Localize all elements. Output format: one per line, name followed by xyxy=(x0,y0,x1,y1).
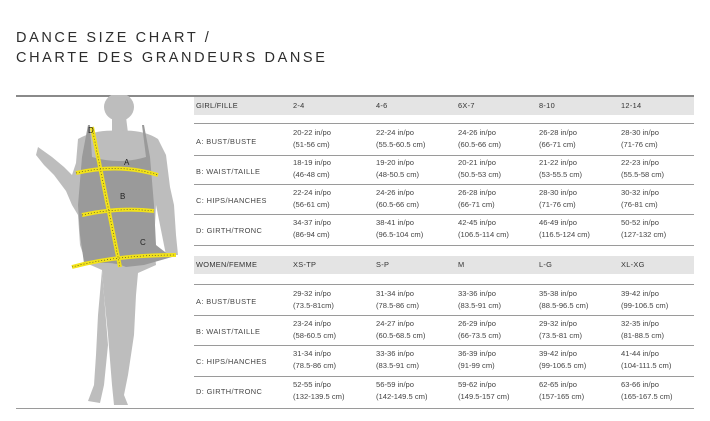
size-header: 2-4 xyxy=(293,101,305,110)
table-cell: 39-42 in/po (99-106.5 cm) xyxy=(621,289,669,310)
girls-header-label: GIRL/FILLE xyxy=(196,101,239,110)
row-divider xyxy=(194,376,694,377)
row-label-hips: C: HIPS/HANCHES xyxy=(196,357,267,366)
row-label-waist: B: WAIST/TAILLE xyxy=(196,327,261,336)
label-c: C xyxy=(140,238,146,247)
table-cell: 29-32 in/po (73.5-81 cm) xyxy=(539,319,583,340)
row-divider xyxy=(194,284,694,285)
table-cell: 29-32 in/po (73.5-81cm) xyxy=(293,289,334,310)
table-cell: 22-23 in/po (55.5-58 cm) xyxy=(621,158,665,179)
table-cell: 52-55 in/po (132-139.5 cm) xyxy=(293,380,345,401)
row-label-girth: D: GIRTH/TRONC xyxy=(196,226,263,235)
size-header: XS-TP xyxy=(293,260,317,269)
row-label-bust: A: BUST/BUSTE xyxy=(196,137,257,146)
table-cell: 63-66 in/po (165-167.5 cm) xyxy=(621,380,673,401)
label-d: D xyxy=(88,126,94,135)
girls-size-table xyxy=(194,95,694,245)
row-label-waist: B: WAIST/TAILLE xyxy=(196,167,261,176)
row-label-hips: C: HIPS/HANCHES xyxy=(196,196,267,205)
table-cell: 39-42 in/po (99-106.5 cm) xyxy=(539,349,587,370)
table-cell: 33-36 in/po (83.5-91 cm) xyxy=(376,349,420,370)
table-cell: 30-32 in/po (76-81 cm) xyxy=(621,188,659,209)
table-cell: 38-41 in/po (96.5-104 cm) xyxy=(376,218,424,239)
row-divider xyxy=(194,245,694,246)
size-header: 4-6 xyxy=(376,101,388,110)
table-cell: 26-28 in/po (66-71 cm) xyxy=(458,188,496,209)
chart-title-french: CHARTE DES GRANDEURS DANSE xyxy=(16,50,328,66)
size-header: XL-XG xyxy=(621,260,645,269)
table-cell: 26-28 in/po (66-71 cm) xyxy=(539,128,577,149)
table-cell: 32-35 in/po (81-88.5 cm) xyxy=(621,319,665,340)
row-divider xyxy=(194,315,694,316)
size-header: M xyxy=(458,260,465,269)
women-header-row xyxy=(194,256,694,274)
women-size-table xyxy=(194,256,694,408)
row-divider xyxy=(194,123,694,124)
table-cell: 50-52 in/po (127-132 cm) xyxy=(621,218,667,239)
table-cell: 35-38 in/po (88.5-96.5 cm) xyxy=(539,289,589,310)
table-cell: 26-29 in/po (66-73.5 cm) xyxy=(458,319,502,340)
row-divider xyxy=(194,184,694,185)
table-cell: 31-34 in/po (78.5-86 cm) xyxy=(376,289,420,310)
table-cell: 46-49 in/po (116.5-124 cm) xyxy=(539,218,590,239)
table-cell: 22-24 in/po (56-61 cm) xyxy=(293,188,331,209)
table-cell: 33-36 in/po (83.5-91 cm) xyxy=(458,289,502,310)
size-header: 8-10 xyxy=(539,101,555,110)
row-label-bust: A: BUST/BUSTE xyxy=(196,297,257,306)
size-header: S-P xyxy=(376,260,390,269)
table-cell: 23-24 in/po (58-60.5 cm) xyxy=(293,319,337,340)
girls-header-row xyxy=(194,97,694,115)
size-header: 6X-7 xyxy=(458,101,475,110)
body-measurement-figure xyxy=(16,95,190,408)
table-cell: 59-62 in/po (149.5-157 cm) xyxy=(458,380,510,401)
table-cell: 24-27 in/po (60.5-68.5 cm) xyxy=(376,319,426,340)
table-cell: 56-59 in/po (142-149.5 cm) xyxy=(376,380,428,401)
table-cell: 20-22 in/po (51-56 cm) xyxy=(293,128,331,149)
table-cell: 34-37 in/po (86-94 cm) xyxy=(293,218,331,239)
table-cell: 42-45 in/po (106.5-114 cm) xyxy=(458,218,509,239)
bottom-rule xyxy=(16,408,694,409)
row-label-girth: D: GIRTH/TRONC xyxy=(196,387,263,396)
label-a: A xyxy=(124,158,130,167)
chart-title-english: DANCE SIZE CHART / xyxy=(16,30,212,46)
women-header-label: WOMEN/FEMME xyxy=(196,260,258,269)
table-cell: 28-30 in/po (71-76 cm) xyxy=(621,128,659,149)
table-cell: 28-30 in/po (71-76 cm) xyxy=(539,188,577,209)
table-cell: 62-65 in/po (157-165 cm) xyxy=(539,380,585,401)
row-divider xyxy=(194,345,694,346)
table-cell: 24-26 in/po (60.5-66 cm) xyxy=(458,128,502,149)
size-header: 12-14 xyxy=(621,101,642,110)
size-header: L-G xyxy=(539,260,553,269)
table-cell: 19-20 in/po (48-50.5 cm) xyxy=(376,158,420,179)
label-b: B xyxy=(120,192,126,201)
table-cell: 20-21 in/po (50.5-53 cm) xyxy=(458,158,502,179)
table-cell: 36-39 in/po (91-99 cm) xyxy=(458,349,496,370)
table-cell: 24-26 in/po (60.5-66 cm) xyxy=(376,188,420,209)
table-cell: 21-22 in/po (53-55.5 cm) xyxy=(539,158,583,179)
table-cell: 31-34 in/po (78.5-86 cm) xyxy=(293,349,337,370)
table-cell: 22-24 in/po (55.5-60.5 cm) xyxy=(376,128,426,149)
table-cell: 18-19 in/po (46-48 cm) xyxy=(293,158,331,179)
row-divider xyxy=(194,214,694,215)
table-cell: 41-44 in/po (104-111.5 cm) xyxy=(621,349,672,370)
row-divider xyxy=(194,155,694,156)
